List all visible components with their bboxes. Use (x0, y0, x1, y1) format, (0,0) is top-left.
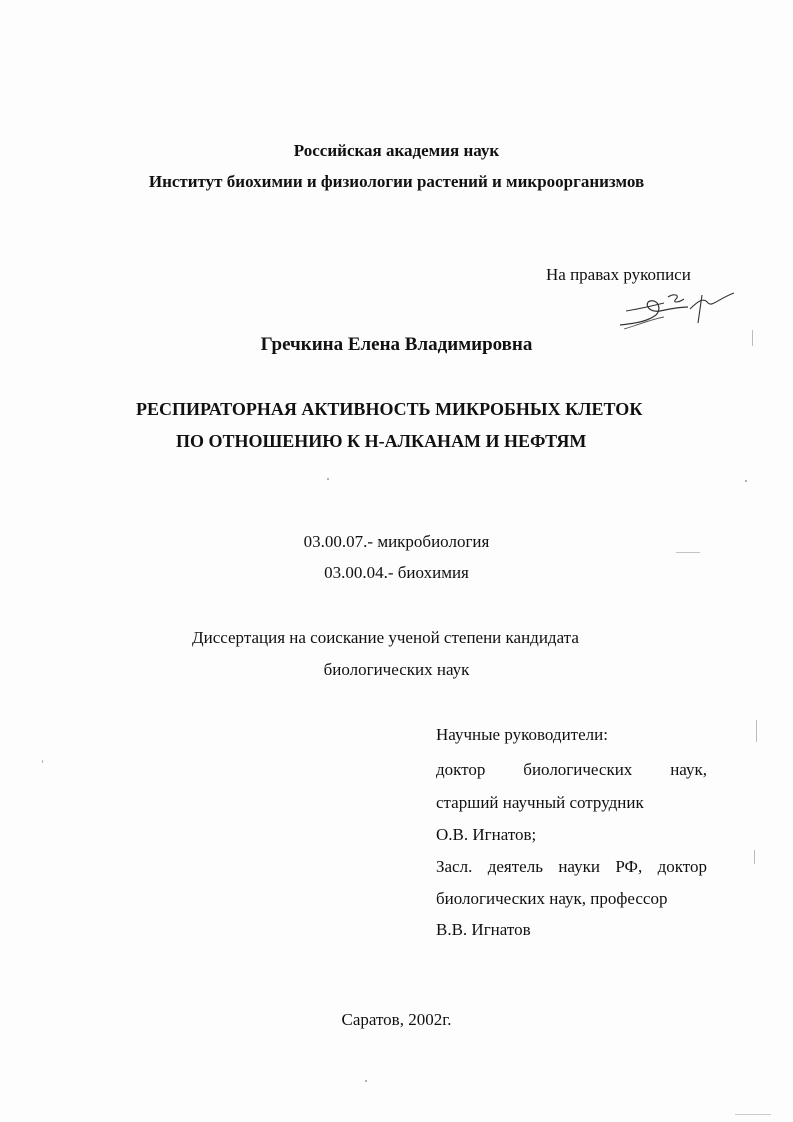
supervisor-line-4 (436, 857, 707, 877)
scan-edge-mark (754, 850, 755, 864)
title-line-2: ПО ОТНОШЕНИЮ К Н-АЛКАНАМ И НЕФТЯМ (176, 431, 587, 451)
institute-name: Институт биохимии и физиологии растений и микроорганизмов (148, 172, 645, 191)
specialty-biochemistry: 03.00.04.- биохимия (324, 563, 469, 582)
scan-edge-mark (752, 330, 753, 346)
supervisor-line-5: биологических наук, профессор (436, 889, 668, 908)
supervisor-line-4-word: деятель (487, 857, 543, 876)
supervisor-line-1-word: доктор (436, 760, 486, 779)
handwritten-signature (618, 285, 736, 335)
place-and-year: Саратов, 2002г. (341, 1010, 452, 1029)
academy-name: Российская академия наук (293, 141, 500, 160)
supervisor-line-4-word: науки (558, 857, 600, 876)
supervisor-line-1-word: биологических (523, 760, 633, 779)
scan-speck (745, 480, 747, 482)
scan-speck (365, 1080, 367, 1082)
supervisors-heading: Научные руководители: (436, 725, 608, 744)
supervisor-name-1: О.В. Игнатов; (436, 825, 537, 844)
supervisor-line-4-word: Засл. (436, 857, 473, 876)
supervisor-line-2: старший научный сотрудник (436, 793, 644, 812)
degree-line-2: биологических наук (323, 660, 470, 679)
title-line-1: РЕСПИРАТОРНАЯ АКТИВНОСТЬ МИКРОБНЫХ КЛЕТОК (136, 399, 643, 419)
degree-line-1: Диссертация на соискание ученой степени кандидата (192, 628, 579, 647)
scan-speck (327, 478, 329, 480)
supervisor-line-4-word: доктор (657, 857, 707, 876)
supervisor-line-4-word: РФ, (615, 857, 643, 876)
supervisor-line-1 (436, 760, 707, 780)
scan-edge-mark (735, 1114, 771, 1115)
specialty-microbiology: 03.00.07.- микробиология (303, 532, 490, 551)
supervisor-line-1-word: наук, (670, 760, 707, 779)
author-name: Гречкина Елена Владимировна (260, 334, 533, 355)
supervisor-name-2: В.В. Игнатов (436, 920, 531, 939)
scan-edge-mark (756, 720, 757, 742)
scan-speck (42, 760, 43, 763)
scan-edge-mark (676, 552, 700, 553)
manuscript-note: На правах рукописи (546, 265, 691, 284)
